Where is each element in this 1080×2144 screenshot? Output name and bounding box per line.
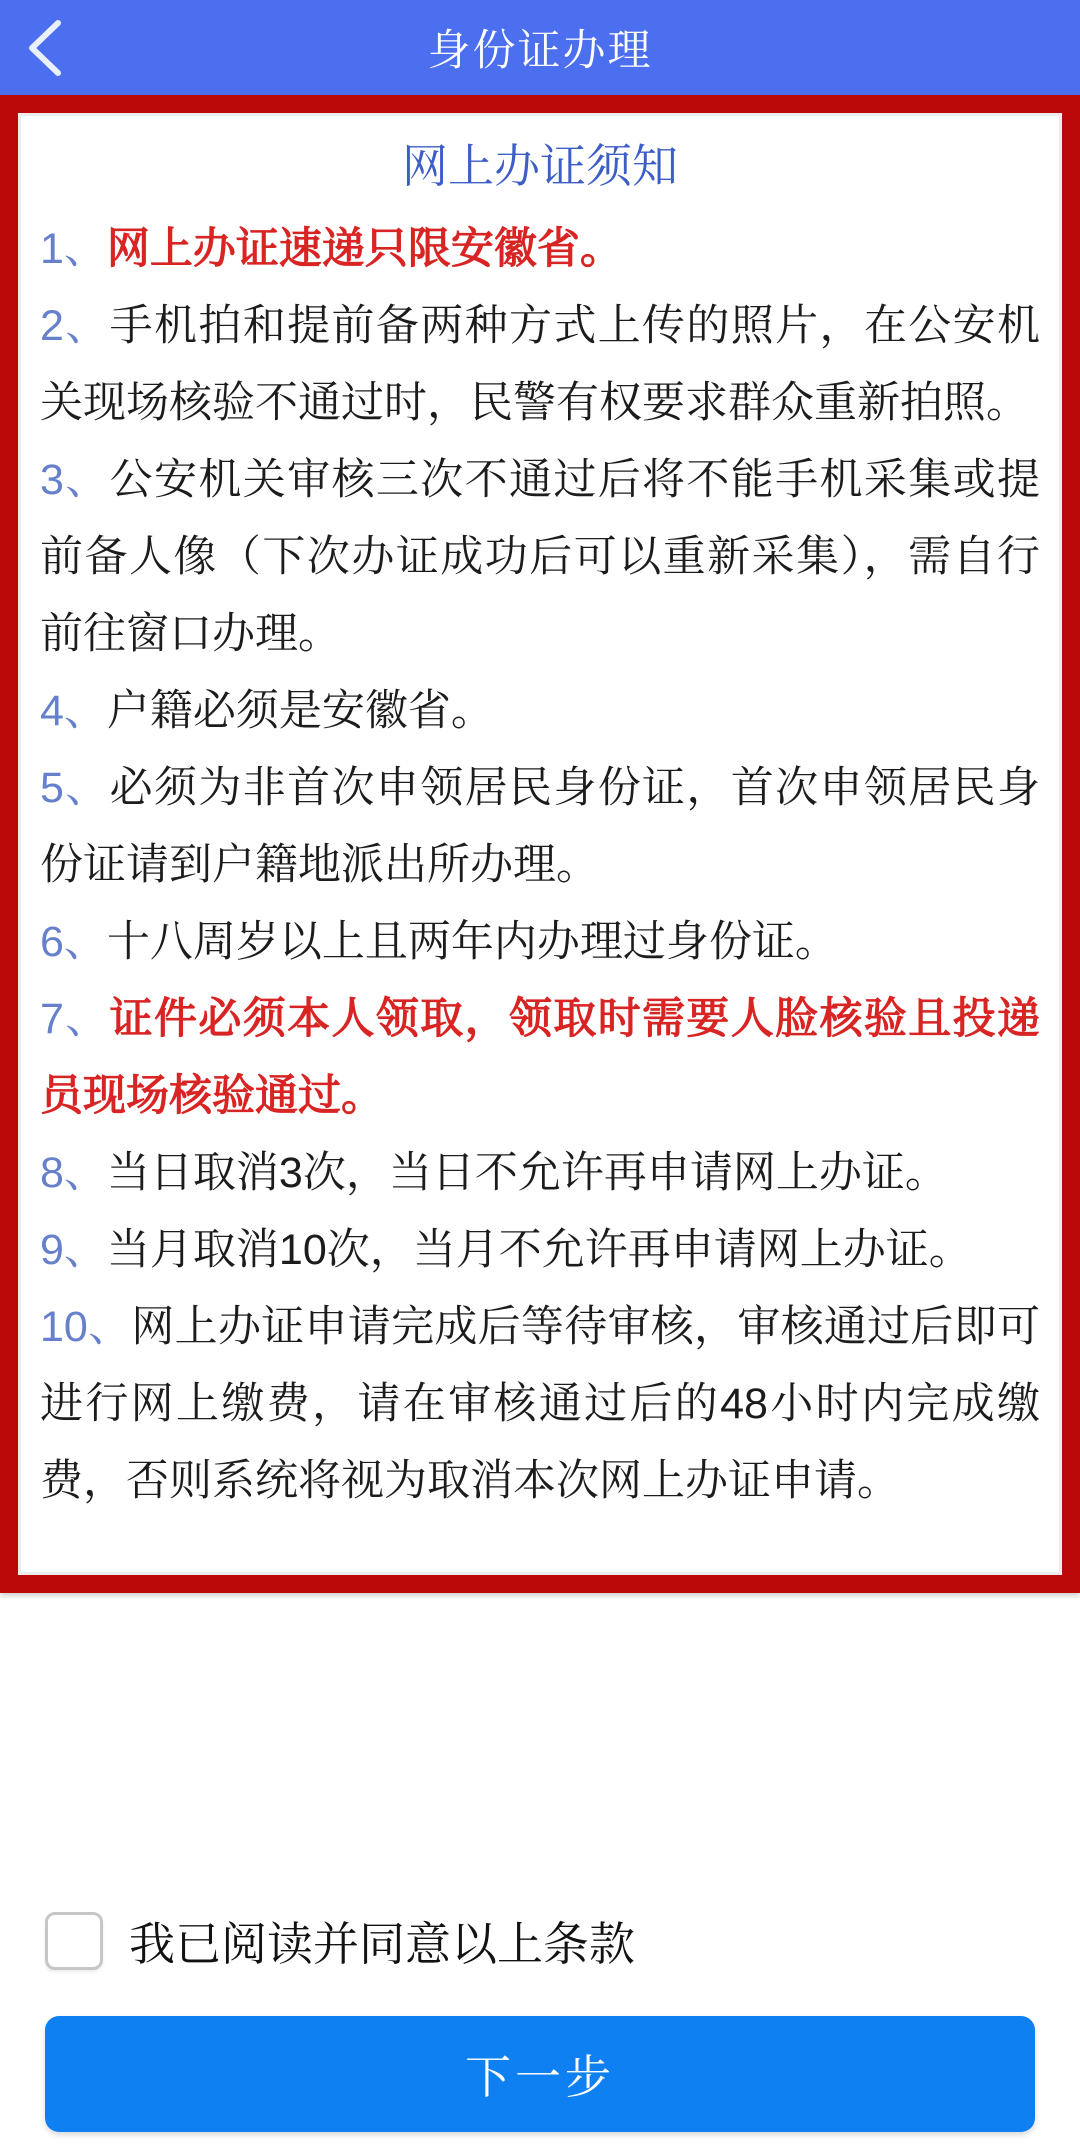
notice-list <box>40 211 1040 1520</box>
notice-title: 网上办证须知 <box>402 140 678 192</box>
notice-item <box>40 1135 1040 1212</box>
notice-item <box>40 1289 1040 1520</box>
page-title: 身份证办理 <box>427 27 653 75</box>
item-text: 网上办证速递只限安徽省。 <box>106 225 623 273</box>
item-text: 网上办证申请完成后等待审核，审核通过后即可进行网上缴费，请在审核通过后的48小时内完成缴费，否则系统将视为取消本次网上办证申请。 <box>40 1303 1040 1505</box>
back-button[interactable] <box>18 0 108 95</box>
item-number: 6、 <box>40 918 107 966</box>
notice-item <box>40 288 1040 442</box>
item-number: 10、 <box>40 1303 132 1351</box>
item-number: 3、 <box>40 456 110 504</box>
item-number: 9、 <box>40 1226 107 1274</box>
agreement-label: 我已阅读并同意以上条款 <box>129 1918 635 1970</box>
agreement-row[interactable] <box>45 1908 1080 1974</box>
item-text: 当日取消3次，当日不允许再申请网上办证。 <box>106 1149 948 1197</box>
next-step-button[interactable]: 下一步 <box>45 2016 1035 2132</box>
notice-item <box>40 750 1040 904</box>
notice-item <box>40 1212 1040 1289</box>
item-text: 证件必须本人领取，领取时需要人脸核验且投递员现场核验通过。 <box>40 995 1040 1120</box>
notice-item <box>40 904 1040 981</box>
item-text: 手机拍和提前备两种方式上传的照片，在公安机关现场核验不通过时，民警有权要求群众重新拍照。 <box>40 302 1040 427</box>
app-header <box>0 0 1080 95</box>
agreement-checkbox[interactable] <box>45 1912 103 1970</box>
notice-item <box>40 211 1040 288</box>
chevron-left-icon <box>18 15 72 81</box>
item-text: 当月取消10次，当月不允许再申请网上办证。 <box>106 1226 972 1274</box>
item-number: 4、 <box>40 687 107 735</box>
item-text: 十八周岁以上且两年内办理过身份证。 <box>106 918 838 966</box>
item-text: 户籍必须是安徽省。 <box>106 687 494 735</box>
notice-box <box>0 95 1080 1593</box>
notice-item <box>40 442 1040 673</box>
item-text: 公安机关审核三次不通过后将不能手机采集或提前备人像（下次办证成功后可以重新采集），需自行前往窗口办理。 <box>40 456 1040 658</box>
item-number: 1、 <box>40 225 107 273</box>
notice-item <box>40 673 1040 750</box>
notice-item <box>40 981 1040 1135</box>
item-number: 7、 <box>40 995 110 1043</box>
item-number: 5、 <box>40 764 110 812</box>
item-text: 必须为非首次申领居民身份证，首次申领居民身份证请到户籍地派出所办理。 <box>40 764 1040 889</box>
item-number: 8、 <box>40 1149 107 1197</box>
item-number: 2、 <box>40 302 110 350</box>
